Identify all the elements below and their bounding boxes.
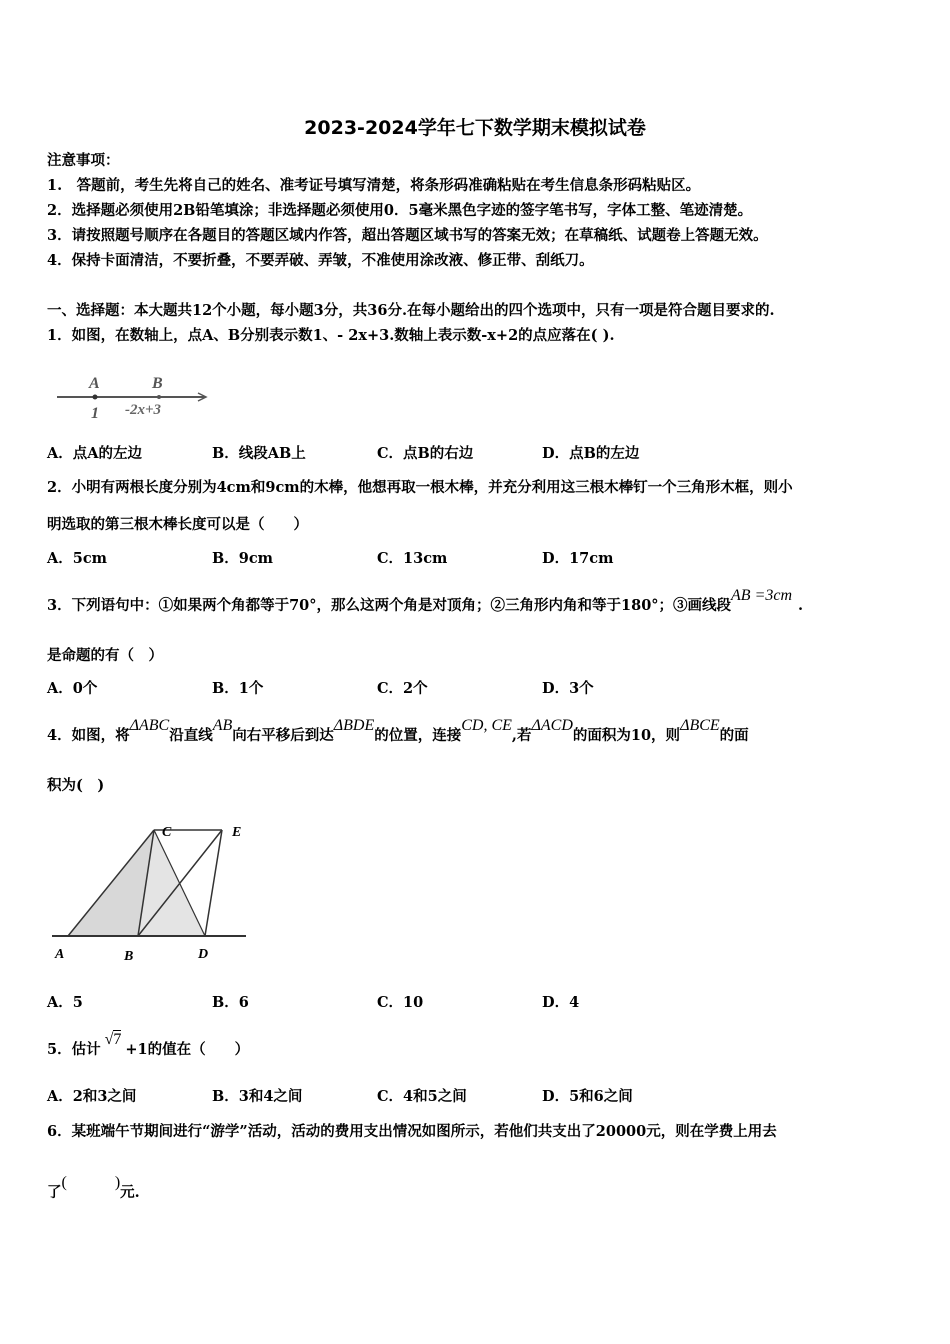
point-b-value: -2x+3 <box>125 402 162 418</box>
sqrt-expression <box>105 1031 122 1048</box>
notice-item: 3．请按照题号顺序在各题目的答题区域内作答，超出答题区域书写的答案无效；在草稿纸、试题卷上答题无效。 <box>47 227 768 244</box>
q1-option-d: D．点B的左边 <box>542 445 640 462</box>
q6-stem-line2 <box>47 1174 140 1203</box>
q2-option-a: A．5cm <box>47 550 108 567</box>
q4-text: ,若 <box>511 727 532 744</box>
q3-math: AB =3cm <box>731 587 793 604</box>
answer-blank: ( ) <box>61 1174 121 1191</box>
q4-option-c: C．10 <box>377 994 424 1011</box>
radicand: 7 <box>113 1031 122 1048</box>
q2-option-d: D．17cm <box>542 550 614 567</box>
q5-stem <box>47 1031 250 1060</box>
vertex-e: E <box>232 825 242 840</box>
q4-math: ΔBDE <box>333 717 375 734</box>
q1-option-c: C．点B的右边 <box>377 445 474 462</box>
q3-option-d: D．3个 <box>542 680 594 697</box>
number-line-figure <box>55 368 220 423</box>
q3-option-a: A．0个 <box>47 680 98 697</box>
translation-triangle-figure <box>50 818 260 968</box>
q1-option-b: B．线段AB上 <box>212 445 306 462</box>
q2-stem-line1: 2．小明有两根长度分别为4cm和9cm的木棒，他想再取一根木棒，并充分利用这三根木棒钉一个三角形木框，则小 <box>47 479 793 496</box>
q3-stem-line1 <box>47 587 804 616</box>
q6-stem-line1: 6．某班端午节期间进行“游学”活动，活动的费用支出情况如图所示，若他们共支出了20000元，则在学费上用去 <box>47 1123 777 1140</box>
radical-icon: √ <box>104 1031 114 1048</box>
q1-stem: 1．如图，在数轴上，点A、B分别表示数1、- 2x+3.数轴上表示数-x+2的点应落在( ). <box>47 327 615 344</box>
q4-math: AB <box>212 717 233 734</box>
page-title: 2023-2024学年七下数学期末模拟试卷 <box>304 117 646 139</box>
q4-text: 的面 <box>719 727 749 744</box>
q5-option-d: D．5和6之间 <box>542 1088 633 1105</box>
q5-option-b: B．3和4之间 <box>212 1088 303 1105</box>
vertex-c: C <box>162 825 172 840</box>
vertex-d: D <box>198 947 209 962</box>
q3-option-b: B．1个 <box>212 680 264 697</box>
point-b-label: B <box>152 375 163 392</box>
q4-option-d: D．4 <box>542 994 580 1011</box>
q5-option-c: C．4和5之间 <box>377 1088 467 1105</box>
q4-stem-line2: 积为( ) <box>47 777 105 794</box>
q2-option-b: B．9cm <box>212 550 274 567</box>
q4-option-a: A．5 <box>47 994 83 1011</box>
q4-math: CD, CE <box>461 717 512 734</box>
section-heading: 一、选择题：本大题共12个小题，每小题3分，共36分.在每小题给出的四个选项中，只有一项是符合题目要求的. <box>47 302 775 319</box>
q4-math: ΔACD <box>531 717 573 734</box>
point-a-value: 1 <box>91 405 99 422</box>
q3-option-c: C．2个 <box>377 680 428 697</box>
q4-math: ΔABC <box>129 717 170 734</box>
q5-text: +1的值在（ ） <box>125 1041 250 1058</box>
notice-item: 4．保持卡面清洁，不要折叠，不要弄破、弄皱，不准使用涂改液、修正带、刮纸刀。 <box>47 252 594 269</box>
q6-text: 元. <box>120 1184 140 1201</box>
vertex-a: A <box>55 947 65 962</box>
q4-text: 的位置，连接 <box>374 727 462 744</box>
q4-option-b: B．6 <box>212 994 249 1011</box>
q4-text: 向右平移后到达 <box>232 727 334 744</box>
q4-text: 的面积为10，则 <box>572 727 681 744</box>
q5-text: 5．估计 <box>47 1041 101 1058</box>
notice-item: 2．选择题必须使用2B铅笔填涂；非选择题必须使用0．5毫米黑色字迹的签字笔书写，字体工整、笔迹清楚。 <box>47 202 753 219</box>
q4-text: 沿直线 <box>169 727 213 744</box>
q6-text: 了 <box>47 1184 62 1201</box>
q5-option-a: A．2和3之间 <box>47 1088 137 1105</box>
q3-period: . <box>798 597 804 614</box>
notice-item: 1. 答题前，考生先将自己的姓名、准考证号填写清楚，将条形码准确粘贴在考生信息条形码粘贴区。 <box>47 177 701 194</box>
q4-stem-line1 <box>47 717 749 746</box>
point-a-label: A <box>89 375 100 392</box>
q1-option-a: A．点A的左边 <box>47 445 143 462</box>
notice-heading: 注意事项： <box>47 152 120 169</box>
vertex-b: B <box>124 949 134 964</box>
q2-stem-line2: 明选取的第三根木棒长度可以是（ ） <box>47 516 308 533</box>
q3-text: 3．下列语句中：①如果两个角都等于70°，那么这两个角是对顶角；②三角形内角和等于180°；③画线段 <box>47 597 732 614</box>
q4-text: 4．如图，将 <box>47 727 130 744</box>
q4-math: ΔBCE <box>680 717 720 734</box>
q3-stem-line2: 是命题的有（ ） <box>47 647 163 664</box>
q2-option-c: C．13cm <box>377 550 448 567</box>
